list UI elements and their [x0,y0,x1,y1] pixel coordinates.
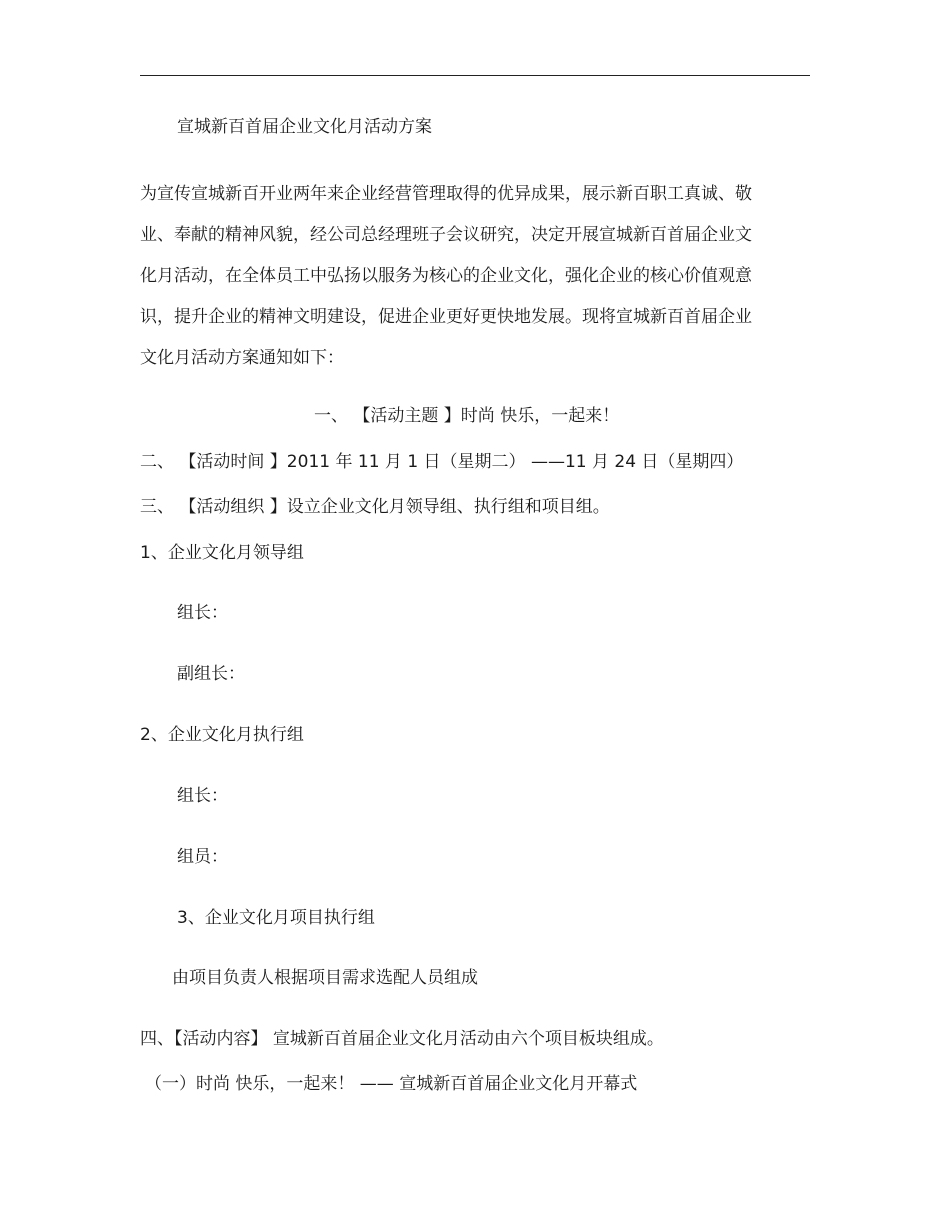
intro-line: 为宣传宣城新百开业两年来企业经营管理取得的优异成果，展示新百职工真诚、敬 [140,184,752,204]
group-leadership-deputy: 副组长： [177,664,245,684]
intro-line: 业、奉献的精神风貌，经公司总经理班子会议研究，决定开展宣城新百首届企业文 [140,225,752,245]
group-leadership-title: 1、企业文化月领导组 [140,543,304,563]
group-project-desc: 由项目负责人根据项目需求选配人员组成 [172,968,478,988]
intro-line: 文化月活动方案通知如下： [140,348,344,368]
section-organization: 三、 【活动组织 】设立企业文化月领导组、执行组和项目组。 [140,497,610,517]
section-content: 四、【活动内容】 宣城新百首届企业文化月活动由六个项目板块组成。 [140,1029,664,1049]
intro-paragraph [140,174,780,379]
group-execution-member: 组员： [177,847,228,867]
content-item-1: （一）时尚 快乐，一起来！ —— 宣城新百首届企业文化月开幕式 [145,1074,638,1094]
group-leadership-leader: 组长： [177,603,228,623]
group-execution-leader: 组长： [177,786,228,806]
intro-line: 化月活动，在全体员工中弘扬以服务为核心的企业文化，强化企业的核心价值观意 [140,266,752,286]
section-time: 二、 【活动时间 】2011 年 11 月 1 日（星期二） ——11 月 24 日（星期四） [140,452,744,472]
document-title: 宣城新百首届企业文化月活动方案 [177,117,432,137]
header-rule [140,75,810,76]
group-execution-title: 2、企业文化月执行组 [140,725,304,745]
intro-line: 识，提升企业的精神文明建设，促进企业更好更快地发展。现将宣城新百首届企业 [140,307,752,327]
section-theme: 一、 【活动主题 】时尚 快乐，一起来！ [314,406,620,426]
group-project-title: 3、企业文化月项目执行组 [177,908,375,928]
